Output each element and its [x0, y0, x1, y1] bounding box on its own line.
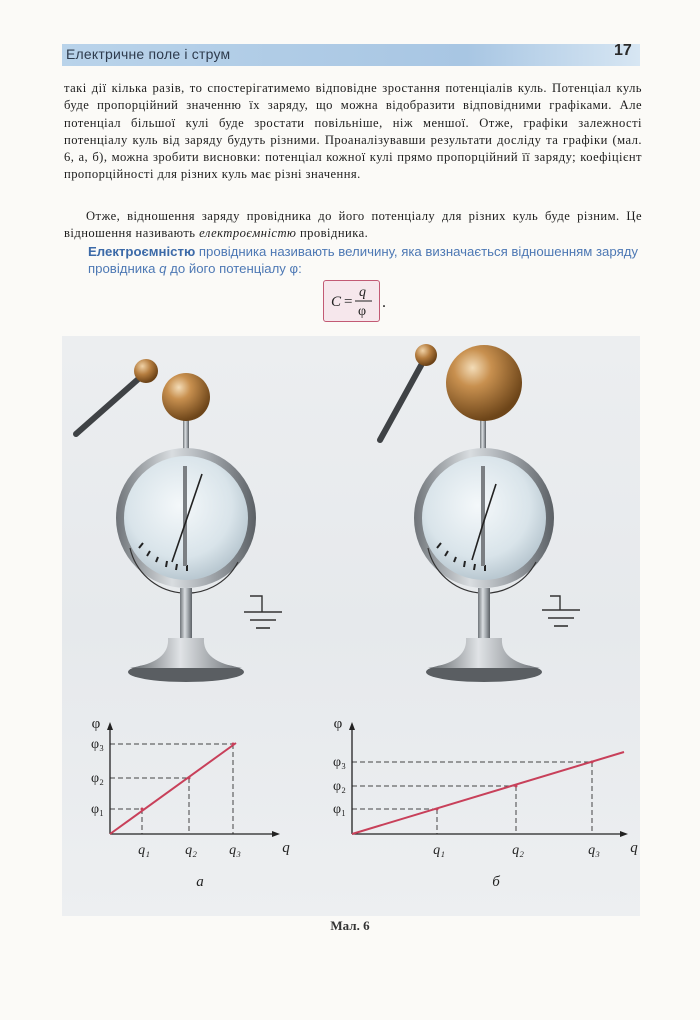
y-tick-label-3: φ₃ [333, 755, 346, 770]
formula-trail: . [382, 294, 386, 311]
term-capacitance: електроємністю [199, 226, 297, 241]
formula-denominator: φ [358, 304, 367, 319]
x-axis-arrow [620, 831, 628, 837]
ground-wire-a [250, 596, 262, 612]
ground-wire-b [550, 596, 560, 610]
x-axis-label: q [630, 840, 638, 856]
probe-rod-b [380, 360, 424, 440]
stand-b [478, 588, 490, 640]
panel-label-b: б [492, 874, 500, 890]
x-tick-label-1: q₁ [433, 843, 445, 858]
y-tick-label-2: φ₂ [333, 779, 346, 794]
definition-term: Електроємністю [88, 244, 196, 259]
data-point-2 [515, 785, 518, 788]
formula-eq: = [344, 294, 353, 310]
probe-ball-a [134, 359, 158, 383]
definition-text-c: : [298, 261, 302, 276]
base-b [428, 638, 540, 668]
data-point-1 [141, 808, 144, 811]
x-axis-arrow [272, 831, 280, 837]
stem-a [183, 466, 187, 566]
graph-a [91, 716, 290, 858]
y-tick-label-1: φ₁ [333, 802, 346, 817]
sphere-small [162, 373, 210, 421]
page-number: 17 [614, 42, 632, 59]
formula-numerator: q [359, 285, 366, 300]
stem-b [481, 466, 485, 566]
data-point-2 [188, 777, 191, 780]
y-tick-label-3: φ₃ [91, 737, 104, 752]
definition-text-b: до його потенціалу [166, 261, 290, 276]
x-tick-label-1: q₁ [138, 843, 150, 858]
data-point-3 [232, 743, 235, 746]
definition-phi: φ [289, 261, 299, 276]
figure-caption: Мал. 6 [330, 918, 370, 933]
data-line [110, 743, 236, 834]
x-tick-label-3: q₃ [229, 843, 241, 858]
definition-text-a: провідника називають величину, яка визначається відношенням заряду провідника [88, 244, 639, 276]
electrometer-b [380, 344, 580, 682]
y-tick-label-2: φ₂ [91, 771, 104, 786]
x-axis-label: q [282, 840, 290, 856]
paragraph-2-start: Отже, відношення заряду провідника до його потенціалу для різних куль буде різним. Це відношення називають [64, 209, 642, 241]
y-tick-label-1: φ₁ [91, 802, 104, 817]
x-tick-label-2: q₂ [512, 843, 524, 858]
probe-rod-a [76, 374, 144, 434]
graph-b [333, 716, 638, 858]
electrometer-a [76, 359, 282, 682]
data-point-3 [591, 761, 594, 764]
stand-a [180, 588, 192, 640]
x-tick-label-2: q₂ [185, 843, 197, 858]
probe-ball-b [415, 344, 437, 366]
y-axis-arrow [107, 722, 113, 730]
paragraph-2-end: провідника. [296, 226, 369, 241]
paragraph-1: такі дії кілька разів, то спостерігатимемо відповідне зростання потенціалів куль. Потенціал куль буде пропорційний значенню їх заряду, що можна відобразити відповідними графіками. Але потенціал більшої кулі буде зростати повільніше, ніж меншої. Отже, графіки залежності потенціалу куль від заряду будуть різними. Проаналізувавши результати досліду та графіки (мал. 6, а, б), можна зробити висновки: потенціал кожної кулі прямо пропорційний її заряду; коефіцієнт пропорційності для різних куль має різні значення. [64, 81, 642, 182]
data-point-1 [436, 808, 439, 811]
formula-lhs: C [331, 294, 342, 310]
x-tick-label-3: q₃ [588, 843, 600, 858]
y-axis-label: φ [91, 716, 101, 732]
definition-q: q [159, 261, 167, 276]
panel-label-a: а [196, 874, 204, 890]
section-title: Електричне поле і струм [66, 46, 231, 62]
sphere-large [446, 345, 522, 421]
y-axis-label: φ [333, 716, 343, 732]
y-axis-arrow [349, 722, 355, 730]
data-line [352, 752, 624, 834]
base-a [130, 638, 242, 668]
